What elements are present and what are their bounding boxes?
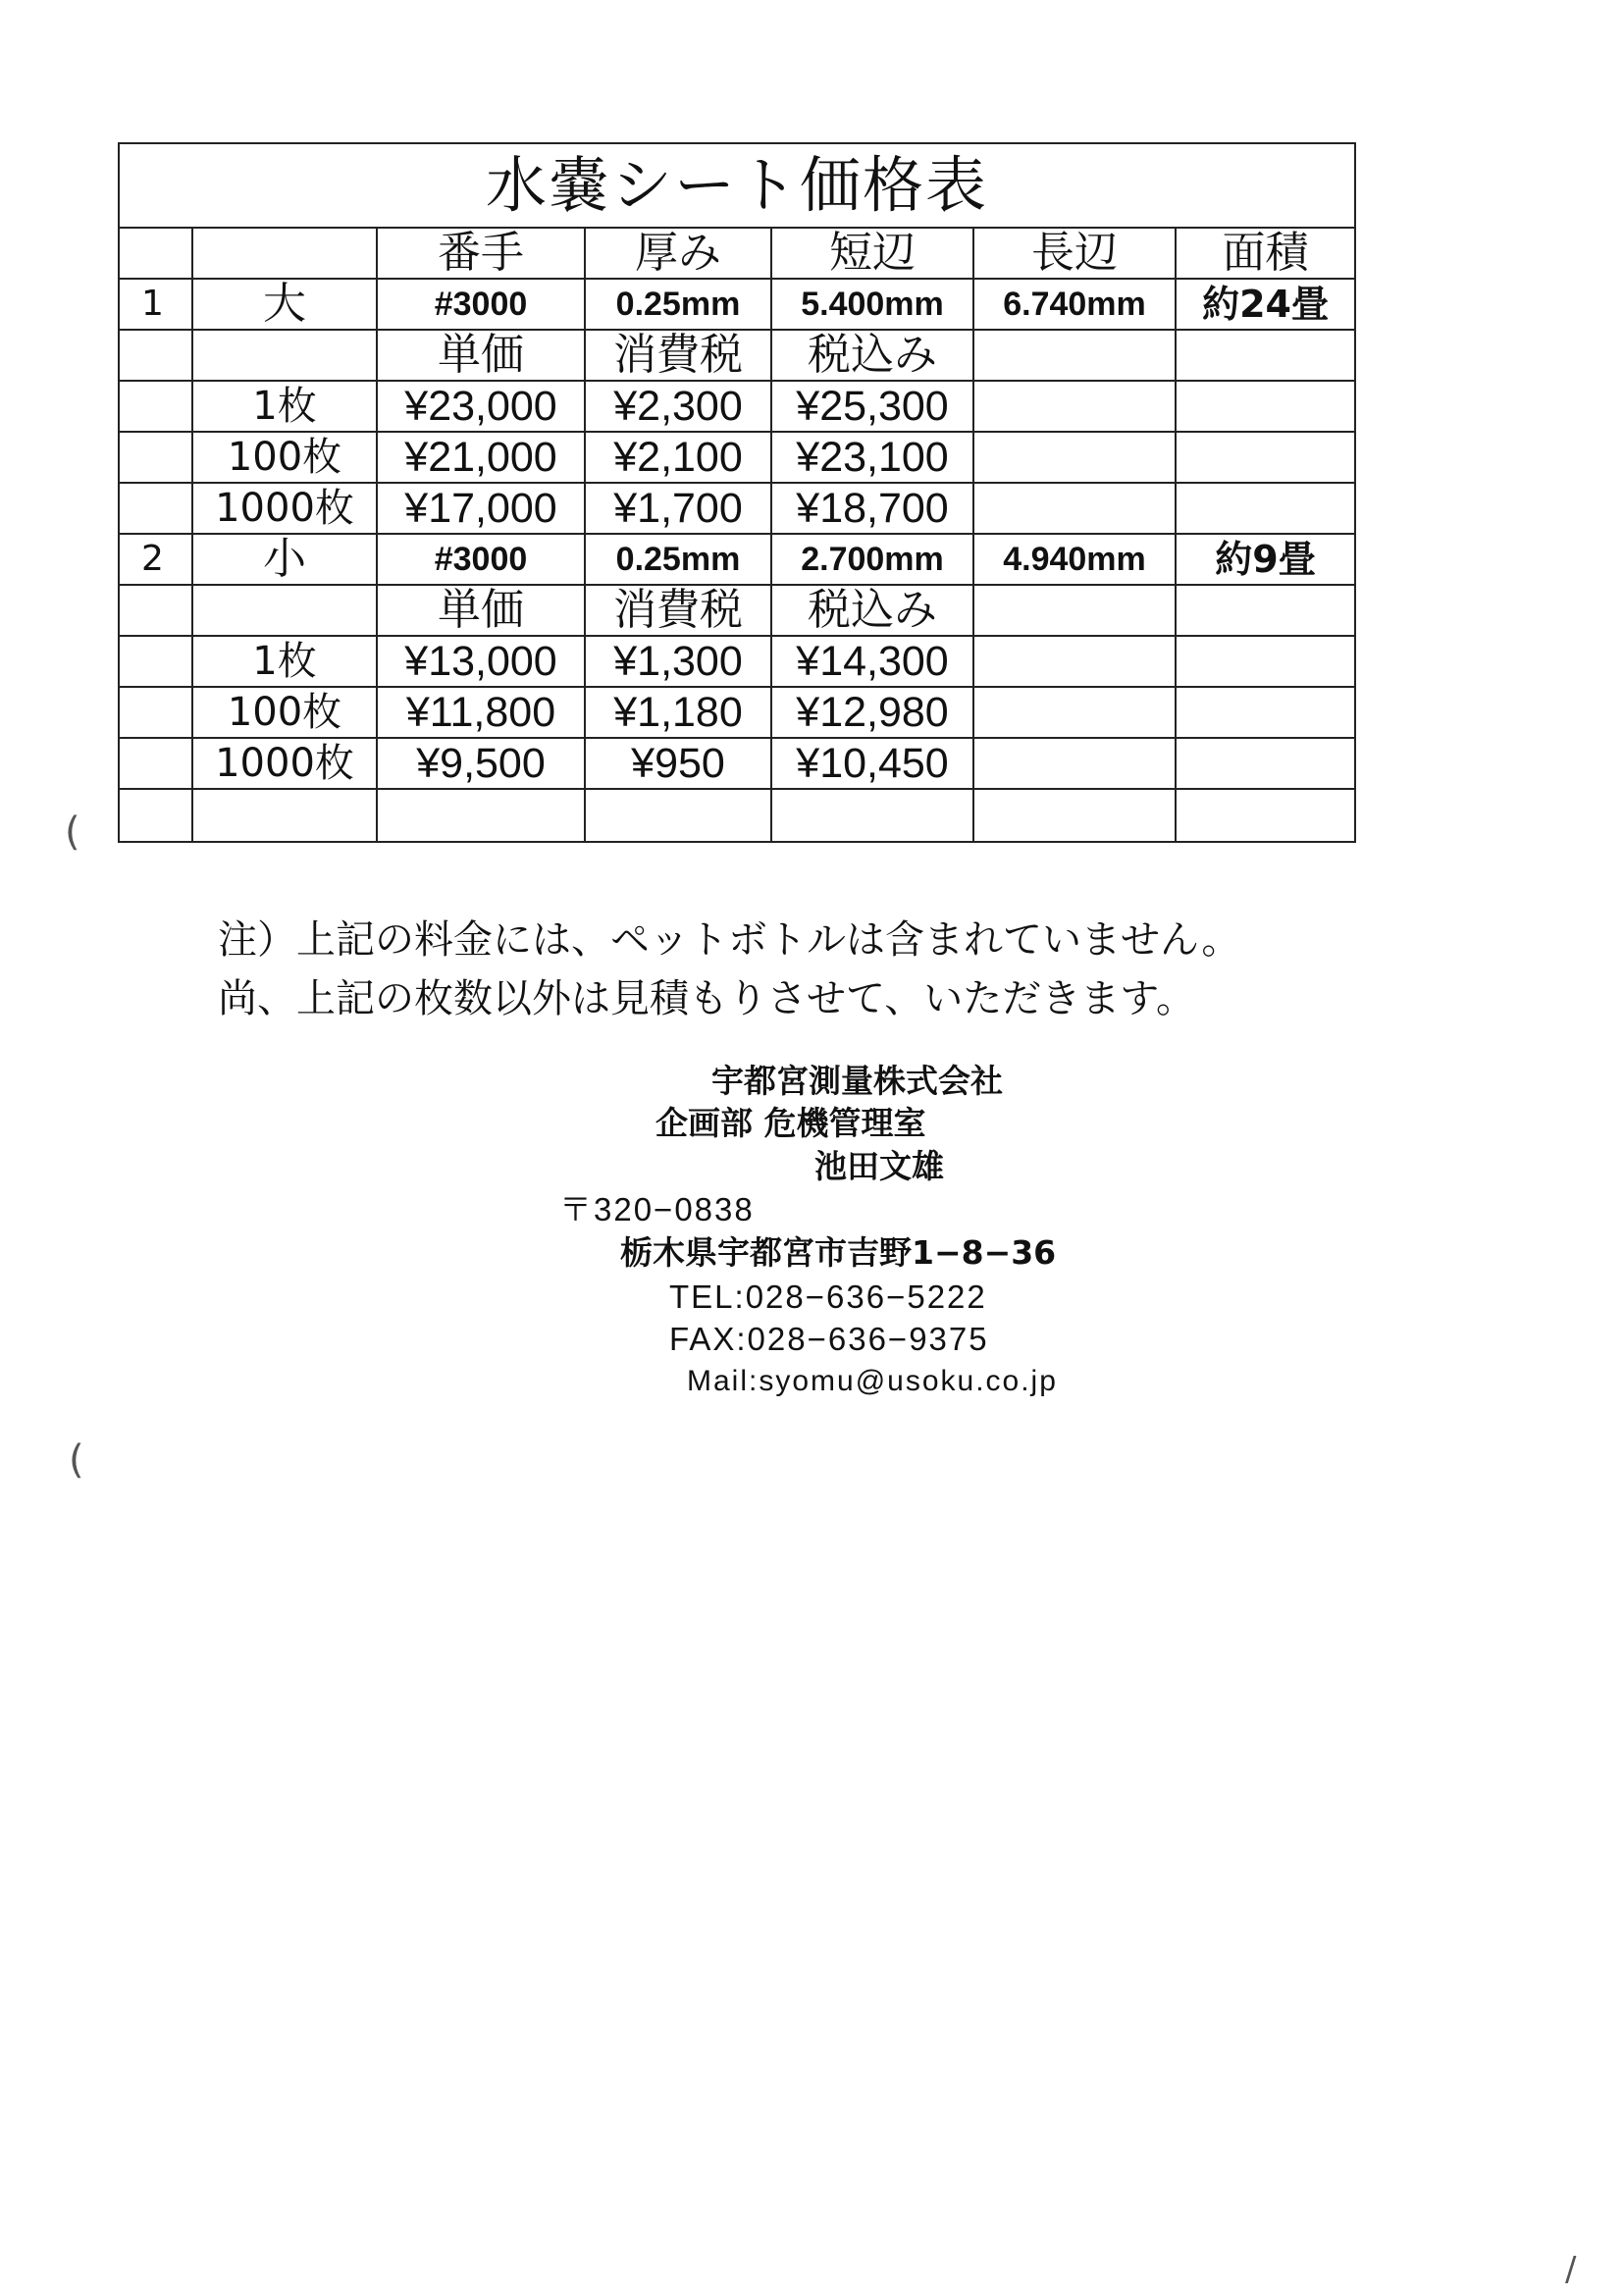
empty-cell [1176,330,1355,381]
header-empty-cell [192,228,377,279]
empty-cell [119,381,192,432]
empty-cell [192,585,377,636]
empty-cell [1176,636,1355,687]
price-total: ¥18,700 [771,483,973,534]
price-quantity: 1000枚 [192,738,377,789]
spec-area: 約24畳 [1176,279,1355,330]
empty-cell [119,330,192,381]
price-tax: ¥1,700 [585,483,771,534]
price-row [119,381,1355,432]
empty-cell [119,789,192,842]
empty-cell [192,330,377,381]
price-quantity: 100枚 [192,432,377,483]
product-number: 2 [119,534,192,585]
product-size: 小 [192,534,377,585]
address: 栃木県宇都宮市吉野1−8−36 [620,1233,1057,1272]
table-title-row [119,143,1355,228]
empty-cell [377,789,585,842]
company-name: 宇都宮測量株式会社 [711,1062,1003,1100]
spec-short-side: 2.700mm [771,534,973,585]
person-name: 池田文雄 [814,1147,944,1185]
empty-cell [973,483,1176,534]
price-table [118,142,1356,843]
table-title: 水嚢シート価格表 [119,143,1355,228]
empty-cell [119,636,192,687]
empty-cell [973,330,1176,381]
note-line: 注）上記の料金には、ペットボトルは含まれていません。 [218,917,1241,963]
price-header-row [119,330,1355,381]
price-unit: ¥23,000 [377,381,585,432]
price-total: ¥23,100 [771,432,973,483]
empty-cell [1176,789,1355,842]
price-header-total: 税込み [771,585,973,636]
spec-thickness: 0.25mm [585,534,771,585]
spec-area: 約9畳 [1176,534,1355,585]
scan-mark: / [1565,2250,1577,2289]
empty-cell [1176,381,1355,432]
empty-cell [973,585,1176,636]
empty-cell [119,585,192,636]
product-number: 1 [119,279,192,330]
empty-cell [119,432,192,483]
price-header-total: 税込み [771,330,973,381]
empty-cell [119,483,192,534]
mail-address: Mail:syomu@usoku.co.jp [687,1365,1058,1397]
price-quantity: 100枚 [192,687,377,738]
empty-cell [973,789,1176,842]
price-total: ¥14,300 [771,636,973,687]
scan-mark: ( [69,1437,84,1483]
spec-count: #3000 [377,534,585,585]
tel-number: TEL:028−636−5222 [669,1278,987,1315]
price-tax: ¥2,300 [585,381,771,432]
price-tax: ¥1,300 [585,636,771,687]
empty-cell [1176,585,1355,636]
blank-row [119,789,1355,842]
price-tax: ¥1,180 [585,687,771,738]
price-header-unit: 単価 [377,330,585,381]
price-total: ¥25,300 [771,381,973,432]
empty-cell [973,432,1176,483]
price-quantity: 1000枚 [192,483,377,534]
price-row [119,432,1355,483]
empty-cell [192,789,377,842]
empty-cell [973,738,1176,789]
price-header-tax: 消費税 [585,585,771,636]
empty-cell [585,789,771,842]
empty-cell [973,381,1176,432]
empty-cell [771,789,973,842]
header-count: 番手 [377,228,585,279]
empty-cell [973,636,1176,687]
price-unit: ¥13,000 [377,636,585,687]
empty-cell [1176,432,1355,483]
price-header-tax: 消費税 [585,330,771,381]
header-short-side: 短辺 [771,228,973,279]
price-total: ¥10,450 [771,738,973,789]
note-line: 尚、上記の枚数以外は見積もりさせて、いただきます。 [218,976,1195,1021]
price-quantity: 1枚 [192,636,377,687]
spec-thickness: 0.25mm [585,279,771,330]
price-quantity: 1枚 [192,381,377,432]
spec-short-side: 5.400mm [771,279,973,330]
scan-mark: ( [65,809,80,855]
price-header-row [119,585,1355,636]
price-unit: ¥9,500 [377,738,585,789]
column-header-row [119,228,1355,279]
spec-count: #3000 [377,279,585,330]
spec-long-side: 4.940mm [973,534,1176,585]
postal-code: 〒320−0838 [559,1191,755,1227]
fax-number: FAX:028−636−9375 [669,1321,989,1357]
empty-cell [119,738,192,789]
department-name: 企画部 危機管理室 [655,1104,926,1142]
spec-long-side: 6.740mm [973,279,1176,330]
product-size: 大 [192,279,377,330]
price-header-unit: 単価 [377,585,585,636]
price-total: ¥12,980 [771,687,973,738]
header-area: 面積 [1176,228,1355,279]
empty-cell [1176,738,1355,789]
price-unit: ¥21,000 [377,432,585,483]
notes [218,911,1240,1028]
empty-cell [973,687,1176,738]
price-unit: ¥17,000 [377,483,585,534]
product-spec-row [119,279,1355,330]
price-row [119,738,1355,789]
price-tax: ¥950 [585,738,771,789]
header-long-side: 長辺 [973,228,1176,279]
price-row [119,483,1355,534]
price-unit: ¥11,800 [377,687,585,738]
header-thickness: 厚み [585,228,771,279]
price-row [119,687,1355,738]
price-tax: ¥2,100 [585,432,771,483]
product-spec-row [119,534,1355,585]
price-row [119,636,1355,687]
empty-cell [119,687,192,738]
header-empty-cell [119,228,192,279]
empty-cell [1176,483,1355,534]
empty-cell [1176,687,1355,738]
